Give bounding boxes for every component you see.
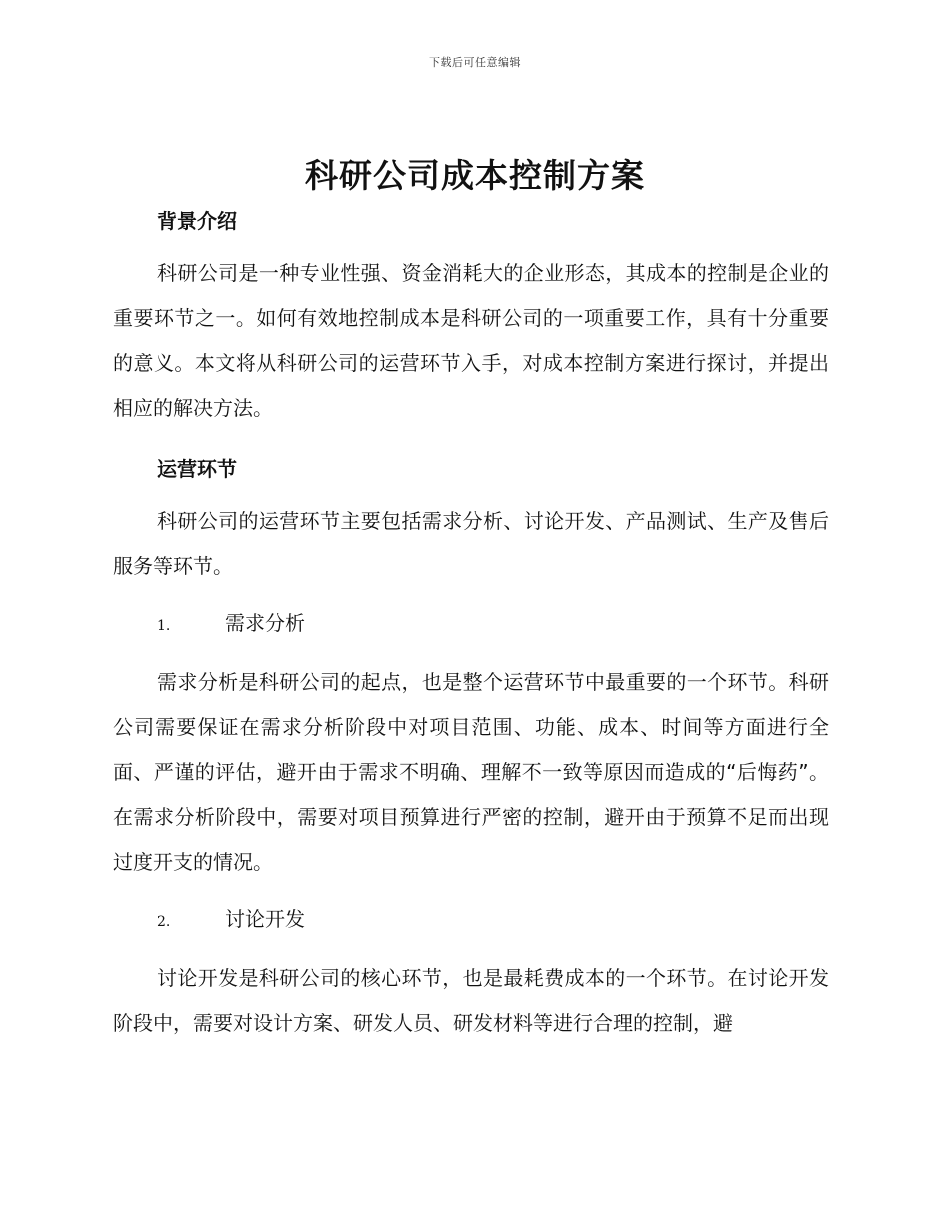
header-note: 下载后可任意编辑 <box>429 56 521 69</box>
requirements-paragraph: 需求分析是科研公司的起点，也是整个运营环节中最重要的一个环节。科研公司需要保证在需求分析阶段中对项目范围、功能、成本、时间等方面进行全面、严谨的评估，避开由于需求不明确、理解不一致等原因而造成的“后悔药”。在需求分析阶段中，需要对项目预算进行严密的控制，避开由于预算不足而出现过度开支的情况。 <box>113 670 829 874</box>
section-heading-operations: 运营环节 <box>157 457 237 481</box>
document-title: 科研公司成本控制方案 <box>305 156 645 195</box>
list-item-development <box>113 895 829 946</box>
document-body <box>113 197 829 1046</box>
list-label: 讨论开发 <box>225 907 305 931</box>
list-number: 2. <box>157 914 171 930</box>
operations-paragraph: 科研公司的运营环节主要包括需求分析、讨论开发、产品测试、生产及售后服务等环节。 <box>113 509 829 578</box>
list-number: 1. <box>157 618 171 634</box>
development-paragraph: 讨论开发是科研公司的核心环节，也是最耗费成本的一个环节。在讨论开发阶段中，需要对设计方案、研发人员、研发材料等进行合理的控制，避 <box>113 966 829 1035</box>
list-label: 需求分析 <box>225 611 305 635</box>
list-item-requirements <box>113 599 829 650</box>
background-paragraph: 科研公司是一种专业性强、资金消耗大的企业形态，其成本的控制是企业的重要环节之一。如何有效地控制成本是科研公司的一项重要工作，具有十分重要的意义。本文将从科研公司的运营环节入手，对成本控制方案进行探讨，并提出相应的解决方法。 <box>113 261 829 420</box>
section-heading-background: 背景介绍 <box>157 209 237 233</box>
